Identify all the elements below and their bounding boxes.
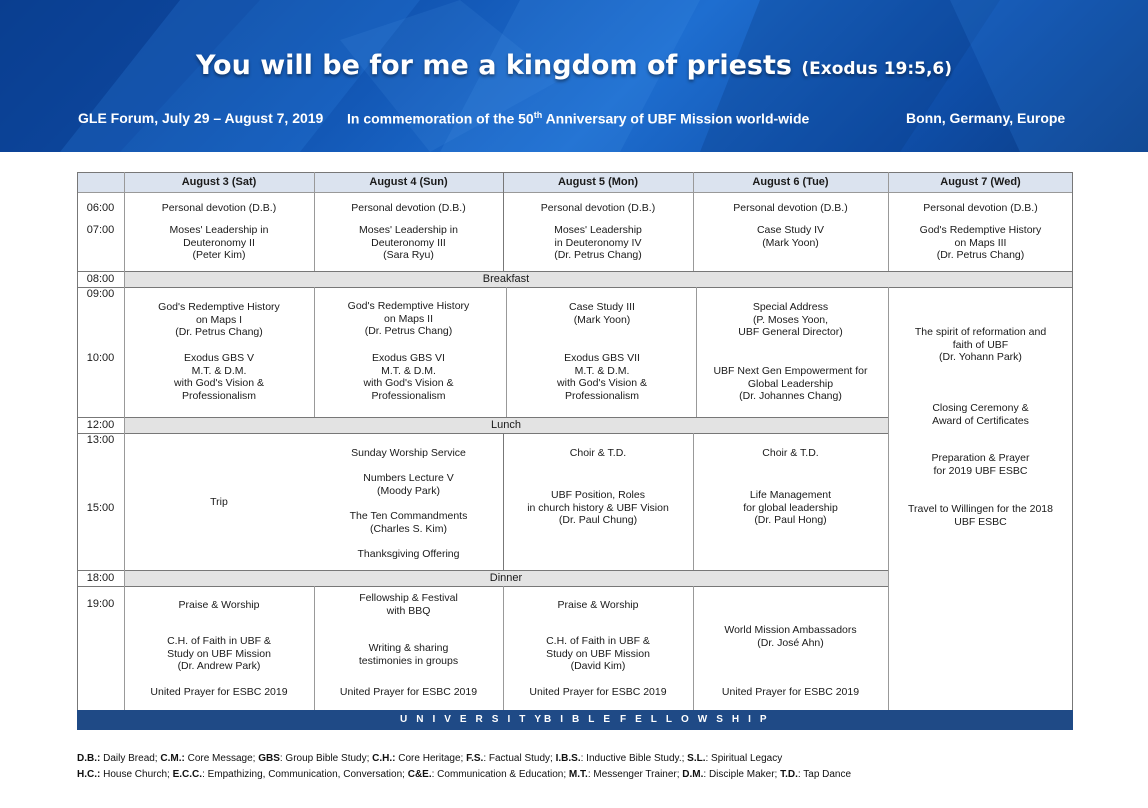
activity: Case Study IV (Mark Yoon): [756, 224, 825, 249]
legend-abbreviation: I.B.S.: [555, 753, 581, 764]
activity: Writing & sharing testimonies in groups: [358, 642, 459, 667]
footer-word: UNIVERSITY: [400, 714, 551, 725]
activity: Special Address (P. Moses Yoon, UBF General Director): [738, 301, 843, 338]
activity: Moses' Leadership in Deuteronomy III (Sara Ryu): [359, 224, 458, 261]
activity: Closing Ceremony & Award of Certificates: [932, 402, 1029, 427]
activity: World Mission Ambassadors (Dr. José Ahn): [724, 624, 857, 649]
legend-abbreviation: D.M.: [682, 769, 704, 780]
activity: Personal devotion (D.B.): [733, 202, 848, 214]
day-header: August 4 (Sun): [314, 172, 503, 192]
time-label: 06:00: [86, 202, 115, 214]
activity: Sunday Worship Service: [351, 447, 466, 459]
activity: The Ten Commandments (Charles S. Kim): [349, 510, 468, 535]
legend-abbreviation: C&E.: [407, 769, 432, 780]
title-text: You will be for me a kingdom of priests: [195, 50, 792, 81]
activity: C.H. of Faith in UBF & Study on UBF Mission (Dr. Andrew Park): [167, 635, 271, 672]
activity: Choir & T.D.: [569, 447, 627, 459]
activity: Praise & Worship: [178, 599, 260, 611]
activity: Exodus GBS VI M.T. & D.M. with God's Vision & Professionalism: [363, 352, 454, 402]
location-text: Bonn, Germany, Europe: [906, 110, 1066, 126]
footer-word: FELLOWSHIP: [620, 714, 776, 725]
activity: Preparation & Prayer for 2019 UBF ESBC: [931, 452, 1030, 477]
time-label: 09:00: [86, 288, 115, 300]
time-label: 15:00: [86, 502, 115, 514]
day-header: August 7 (Wed): [888, 172, 1073, 192]
day-header: August 3 (Sat): [124, 172, 314, 192]
activity: Moses' Leadership in Deuteronomy II (Peter Kim): [169, 224, 269, 261]
breakfast-bar: Breakfast: [124, 271, 888, 287]
activity: C.H. of Faith in UBF & Study on UBF Mission (David Kim): [546, 635, 650, 672]
breakfast-bar-ext: [888, 271, 1073, 287]
abbreviation-legend-line-2: H.C.: House Church; E.C.C.: Empathizing, Communication, Conversation; C&E.: Communication & Education; M.T.: Messenger Trainer; D.M.: Disciple Maker; T.D.: Tap Dance: [77, 769, 852, 780]
day-header: August 6 (Tue): [693, 172, 888, 192]
activity: Case Study III (Mark Yoon): [569, 301, 635, 326]
time-label: 13:00: [86, 434, 115, 446]
activity: UBF Position, Roles in church history & UBF Vision (Dr. Paul Chung): [527, 489, 669, 526]
activity: United Prayer for ESBC 2019: [529, 686, 667, 698]
university-bible-fellowship-bar: [77, 710, 1073, 730]
legend-abbreviation: GBS: [258, 753, 280, 764]
footer-word: BIBLE: [544, 714, 619, 725]
activity: Personal devotion (D.B.): [161, 202, 277, 214]
legend-abbreviation: E.C.C.: [172, 769, 203, 780]
time-label: 08:00: [86, 273, 115, 285]
time-label: 07:00: [86, 224, 115, 236]
legend-abbreviation: C.M.:: [160, 753, 185, 764]
activity: God's Redemptive History on Maps II (Dr. Petrus Chang): [347, 300, 470, 337]
schedule-table: [77, 172, 1073, 710]
legend-abbreviation: S.L.: [687, 753, 706, 764]
legend-abbreviation: M.T.: [568, 769, 588, 780]
activity: God's Redemptive History on Maps I (Dr. Petrus Chang): [158, 301, 280, 338]
header-banner: [0, 0, 1148, 152]
activity: Numbers Lecture V (Moody Park): [363, 472, 454, 497]
activity: Exodus GBS VII M.T. & D.M. with God's Vision & Professionalism: [557, 352, 647, 402]
time-label: 10:00: [86, 352, 115, 364]
lunch-bar: Lunch: [124, 417, 888, 433]
legend-abbreviation: D.B.:: [77, 753, 101, 764]
activity: The spirit of reformation and faith of UBF (Dr. Yohann Park): [914, 326, 1047, 363]
banner-title: [0, 50, 1148, 81]
activity: Personal devotion (D.B.): [923, 202, 1038, 214]
activity: Praise & Worship: [557, 599, 639, 611]
activity: Exodus GBS V M.T. & D.M. with God's Vision & Professionalism: [174, 352, 264, 402]
commemoration-text: In commemoration of the 50th Anniversary of UBF Mission world-wide: [347, 110, 810, 127]
time-label: 12:00: [86, 419, 115, 431]
activity: Personal devotion (D.B.): [540, 202, 656, 214]
activity: God's Redemptive History on Maps III (Dr. Petrus Chang): [919, 224, 1042, 261]
legend-abbreviation: T.D.: [780, 769, 798, 780]
activity: Fellowship & Festival with BBQ: [359, 592, 458, 617]
time-label: 18:00: [86, 572, 115, 584]
legend-abbreviation: F.S.: [466, 753, 484, 764]
activity: Travel to Willingen for the 2018 UBF ESBC: [908, 503, 1053, 528]
activity: UBF Next Gen Empowerment for Global Leadership (Dr. Johannes Chang): [713, 365, 868, 402]
activity: United Prayer for ESBC 2019: [150, 686, 288, 698]
legend-abbreviation: C.H.:: [372, 753, 396, 764]
activity: Choir & T.D.: [762, 447, 819, 459]
legend-abbreviation: H.C.:: [77, 769, 101, 780]
activity: Trip: [210, 496, 228, 508]
dinner-bar: Dinner: [124, 570, 888, 586]
activity: United Prayer for ESBC 2019: [339, 686, 478, 698]
title-reference: (Exodus 19:5,6): [801, 59, 953, 79]
day-header: August 5 (Mon): [503, 172, 693, 192]
activity: Life Management for global leadership (Dr. Paul Hong): [743, 489, 838, 526]
activity: United Prayer for ESBC 2019: [721, 686, 860, 698]
forum-dates: GLE Forum, July 29 – August 7, 2019: [78, 110, 324, 126]
abbreviation-legend-line-1: D.B.: Daily Bread; C.M.: Core Message; GBS: Group Bible Study; C.H.: Core Heritage; F.S.: Factual Study; I.B.S.: Inductive Bible Study.; S.L.: Spiritual Legacy: [77, 753, 783, 764]
activity: Personal devotion (D.B.): [351, 202, 466, 214]
header-corner: [77, 172, 124, 192]
time-label: 19:00: [86, 598, 115, 610]
activity: Moses' Leadership in Deuteronomy IV (Dr. Petrus Chang): [554, 224, 642, 261]
activity: Thanksgiving Offering: [357, 548, 460, 560]
